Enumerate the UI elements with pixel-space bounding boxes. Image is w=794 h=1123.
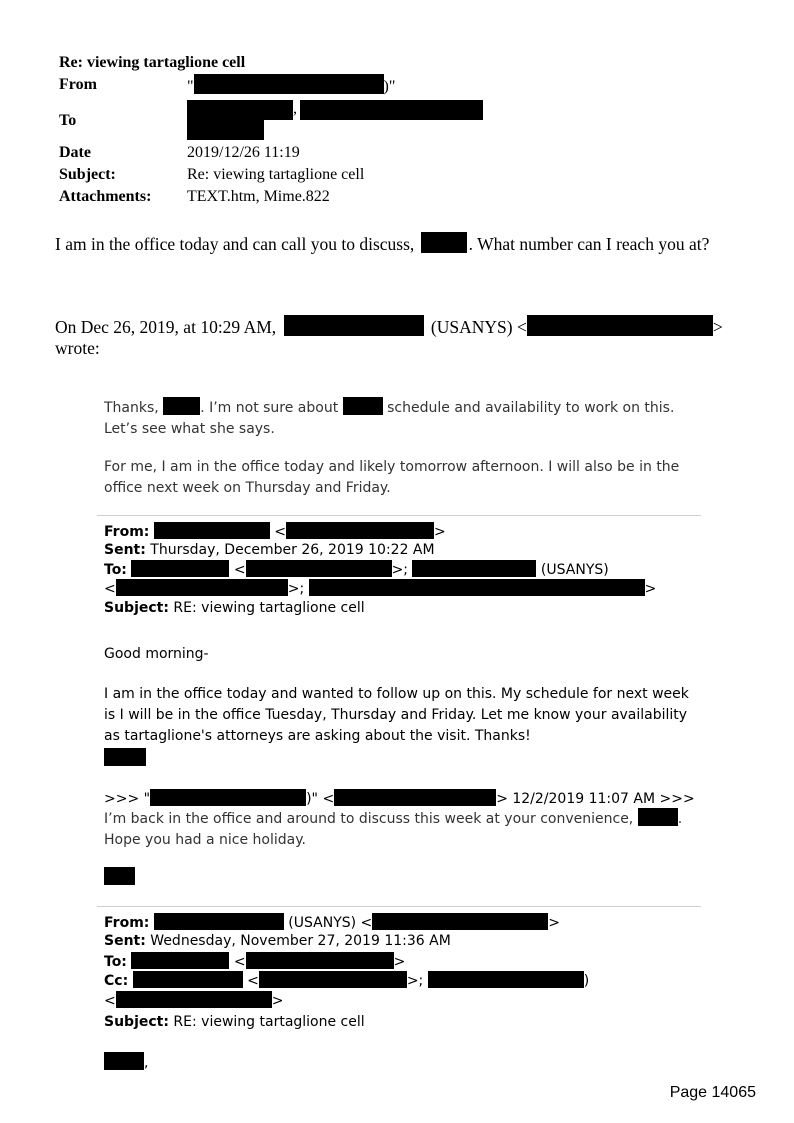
- date-value: 2019/12/26 11:19: [187, 144, 300, 161]
- fwd-header-2-to: [104, 952, 405, 972]
- angle-close: >: [644, 581, 657, 597]
- subject-label: Subject:: [59, 166, 116, 183]
- to-label: To:: [104, 954, 127, 970]
- message-1-paragraph-1: [104, 397, 704, 440]
- redaction-block: [259, 971, 407, 988]
- redaction-block: [150, 789, 306, 806]
- redaction-block: [104, 867, 135, 885]
- attachments-label: Attachments:: [59, 188, 152, 205]
- quote-intro: [55, 315, 723, 338]
- to-org: (USANYS): [540, 562, 609, 578]
- fwd-header-1-from: [104, 522, 446, 542]
- subject-row: [59, 164, 507, 186]
- message-3-body: [104, 808, 704, 851]
- msg1-text-b: . I’m not sure about: [200, 400, 339, 416]
- message-3-header: [104, 789, 695, 809]
- message-2-body: I am in the office today and wanted to follow up on this. My schedule for next week is I will be in the office Tuesday, Thursday and Friday. Let me know your availability as tartaglione's attorneys are asking about the visit. Thanks!: [104, 686, 689, 744]
- to-label: To: [59, 112, 77, 129]
- redaction-block: [412, 560, 536, 577]
- to-separator: >;: [391, 562, 409, 578]
- from-org: (USANYS) <: [288, 915, 373, 931]
- subject-label: Subject:: [104, 600, 169, 616]
- subject-value: RE: viewing tartaglione cell: [173, 1014, 365, 1030]
- redaction-block: [246, 560, 392, 577]
- angle-open: <: [274, 524, 287, 540]
- email-title: Re: viewing tartaglione cell: [59, 54, 246, 71]
- redaction-block: [187, 100, 293, 120]
- attachments-value: TEXT.htm, Mime.822: [187, 188, 330, 205]
- sent-value: Thursday, December 26, 2019 10:22 AM: [150, 542, 435, 558]
- message-1-paragraph-2: For me, I am in the office today and likely tomorrow afternoon. I will also be in the office next week on Thursday and Friday.: [104, 459, 680, 496]
- msg3-text-a: I’m back in the office and around to discuss this week at your convenience,: [104, 811, 634, 827]
- redaction-block: [104, 748, 146, 766]
- fwd-header-2-from: [104, 913, 560, 933]
- redaction-block: [163, 397, 200, 415]
- redaction-block: [421, 232, 467, 253]
- angle-open: <: [233, 954, 246, 970]
- fwd-header-1-to: [104, 560, 609, 580]
- redaction-block: [131, 952, 229, 969]
- attachments-row: [59, 186, 507, 208]
- fwd-header-2-sent: [104, 932, 451, 951]
- from-row: [59, 74, 507, 98]
- redaction-block: [133, 971, 243, 988]
- divider: [97, 906, 701, 907]
- redaction-block: [154, 913, 284, 930]
- redaction-block: [104, 1052, 144, 1070]
- message-4-salutation: [104, 1052, 148, 1073]
- to-row: [59, 98, 507, 142]
- angle-close: >: [434, 524, 446, 540]
- quote-intro-part-3: >: [712, 317, 723, 337]
- fwd-header-1-subject: [104, 599, 365, 618]
- angle-close: >: [393, 954, 406, 970]
- reply-text: [55, 232, 709, 255]
- redaction-block: [187, 120, 264, 140]
- page-number: Page 14065: [669, 1084, 756, 1101]
- sent-value: Wednesday, November 27, 2019 11:36 AM: [150, 933, 451, 949]
- msg1-text-c: schedule and availability to work on this. Let’s see what she says.: [104, 400, 675, 437]
- fwd-header-2-cc: [104, 971, 589, 991]
- from-label: From: [59, 76, 97, 93]
- to-separator: >;: [287, 581, 305, 597]
- redaction-block: [116, 991, 272, 1008]
- redaction-block: [286, 522, 434, 539]
- email-header: [59, 52, 507, 208]
- to-value: [187, 98, 507, 142]
- redaction-block: [116, 579, 288, 596]
- cc-separator: >;: [406, 973, 424, 989]
- from-label: From:: [104, 915, 150, 931]
- message-2-greeting: Good morning-: [104, 646, 209, 662]
- angle-open: <: [233, 562, 246, 578]
- redaction-block: [284, 315, 424, 336]
- msg3-text-b: . Hope you had a nice holiday.: [104, 811, 683, 848]
- from-value: [187, 74, 395, 98]
- subject-label: Subject:: [104, 1014, 169, 1030]
- angle-close: >: [548, 915, 561, 931]
- redaction-block: [246, 952, 394, 969]
- cc-label: Cc:: [104, 973, 129, 989]
- fwd-header-1-sent: [104, 541, 435, 560]
- quote-suffix: > 12/2/2019 11:07 AM >>>: [496, 791, 695, 807]
- subject-value: Re: viewing tartaglione cell: [187, 166, 365, 183]
- angle-open: <: [104, 581, 116, 597]
- reply-part-2: . What number can I reach you at?: [468, 234, 710, 254]
- paren-close: ): [583, 973, 590, 989]
- quote-intro-part-2: (USANYS) <: [430, 317, 527, 337]
- salutation-comma: ,: [144, 1055, 149, 1071]
- quote-close: )": [383, 78, 396, 95]
- redaction-block: [131, 560, 229, 577]
- redaction-block: [343, 397, 383, 415]
- from-label: From:: [104, 524, 150, 540]
- reply-part-1: I am in the office today and can call you to discuss,: [55, 234, 415, 254]
- to-label: To:: [104, 562, 127, 578]
- sent-label: Sent:: [104, 933, 146, 949]
- redaction-block: [527, 315, 713, 336]
- redaction-block: [300, 100, 483, 120]
- angle-open: <: [247, 973, 259, 989]
- msg1-text-a: Thanks,: [104, 400, 159, 416]
- quote-intro-wrote: wrote:: [55, 338, 100, 358]
- angle-open: <: [104, 993, 116, 1009]
- quote-prefix: >>> ": [104, 791, 151, 807]
- angle-close: >: [271, 993, 284, 1009]
- quote-mid: )" <: [306, 791, 335, 807]
- redaction-block: [309, 579, 645, 596]
- redaction-block: [154, 522, 270, 539]
- quote-intro-part-1: On Dec 26, 2019, at 10:29 AM,: [55, 317, 277, 337]
- redaction-block: [194, 74, 384, 94]
- sent-label: Sent:: [104, 542, 146, 558]
- redaction-block: [428, 971, 584, 988]
- date-label: Date: [59, 144, 91, 161]
- subject-value: RE: viewing tartaglione cell: [173, 600, 365, 616]
- redaction-block: [638, 808, 678, 826]
- redaction-block: [334, 789, 496, 806]
- to-separator: ,: [293, 100, 297, 117]
- fwd-header-2-subject: [104, 1013, 365, 1032]
- date-row: [59, 142, 507, 164]
- redaction-block: [372, 913, 548, 930]
- divider: [97, 515, 701, 516]
- fwd-header-2-cc-cont: [104, 991, 283, 1011]
- fwd-header-1-to-cont: [104, 579, 656, 599]
- quote-open: ": [187, 78, 194, 95]
